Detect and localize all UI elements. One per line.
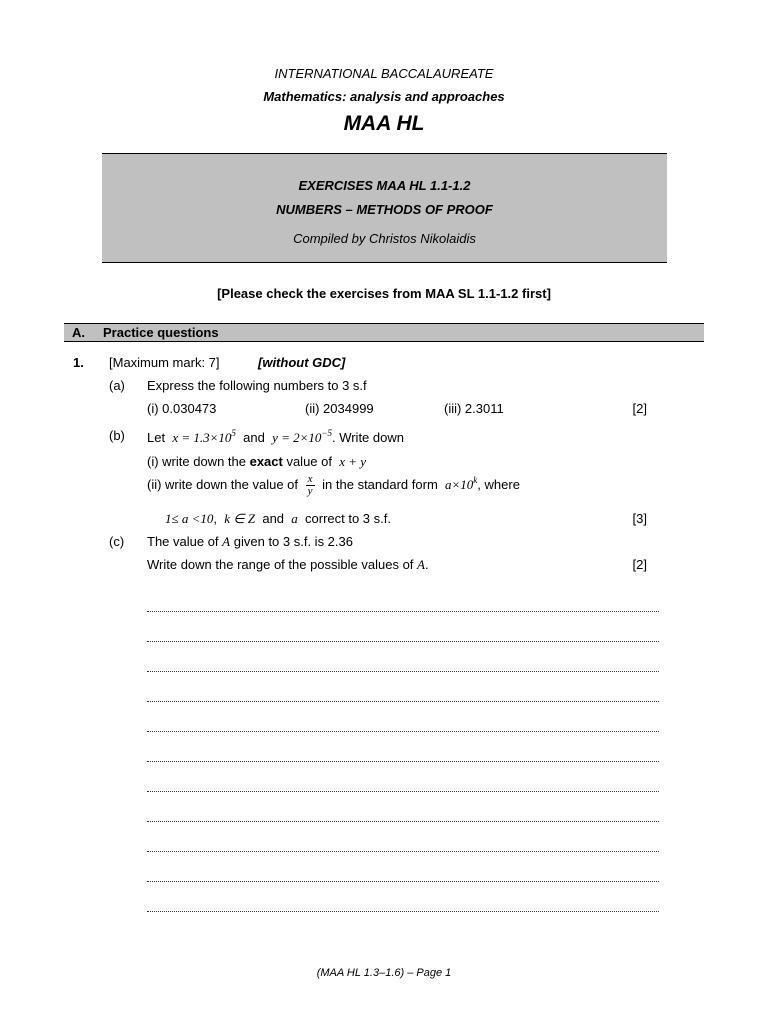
- exact-word: exact: [249, 454, 283, 469]
- standard-form-expression: $a\times 10^k$: [445, 474, 478, 492]
- question-number: 1.: [73, 355, 84, 370]
- part-a-mark: [2]: [632, 401, 647, 416]
- answer-line[interactable]: [147, 821, 659, 822]
- part-b-write-down: . Write down: [331, 430, 404, 445]
- page-footer: (MAA HL 1.3–1.6) – Page 1: [316, 967, 452, 979]
- answer-line[interactable]: [147, 911, 659, 912]
- gdc-note: [without GDC]: [258, 355, 346, 370]
- part-b-statement: [147, 428, 404, 446]
- part-a-text: Express the following numbers to 3 s.f: [147, 378, 367, 393]
- notice-text: [Please check the exercises from MAA SL 1.1-1.2 first]: [217, 286, 551, 301]
- institution-title: INTERNATIONAL BACCALAUREATE: [274, 66, 494, 81]
- y-expression: $y = 2\times 10^{-5}$: [272, 428, 332, 445]
- answer-line[interactable]: [147, 761, 659, 762]
- section-header: [64, 323, 704, 342]
- answer-line[interactable]: [147, 731, 659, 732]
- part-c-line1: The value of A given to 3 s.f. is 2.36: [147, 534, 353, 549]
- banner-exercises-title: EXERCISES MAA HL 1.1-1.2: [298, 178, 471, 193]
- answer-line[interactable]: [147, 851, 659, 852]
- part-a-item-ii: (ii) 2034999: [305, 401, 374, 416]
- part-b-and: and: [243, 430, 265, 445]
- part-b-item-i: (i) write down the exact value of x + y: [147, 454, 367, 469]
- banner-topic-title: NUMBERS – METHODS OF PROOF: [276, 202, 493, 217]
- answer-line[interactable]: [147, 791, 659, 792]
- part-a-label: (a): [109, 378, 125, 393]
- answer-line[interactable]: [147, 701, 659, 702]
- x-expression: $x = 1.3\times 10^5$: [172, 428, 236, 445]
- level-title: MAA HL: [343, 112, 425, 135]
- answer-line[interactable]: [147, 881, 659, 882]
- answer-line[interactable]: [147, 671, 659, 672]
- subject-title: Mathematics: analysis and approaches: [263, 89, 505, 104]
- answer-line[interactable]: [147, 641, 659, 642]
- part-b-let: Let: [147, 430, 166, 445]
- part-b-mark: [3]: [632, 511, 647, 526]
- part-b-conditions: 1≤ a <10, k ∈ Z and a correct to 3 s.f.: [165, 511, 391, 526]
- x-over-y-fraction: $\frac{x}{y}$: [307, 473, 313, 497]
- banner-author: Compiled by Christos Nikolaidis: [293, 231, 476, 246]
- part-b-item-ii: (ii) write down the value of $\frac{x}{y}$ in the standard form $a\times 10^k$, where: [147, 473, 520, 497]
- section-title: Practice questions: [103, 325, 219, 340]
- part-c-mark: [2]: [632, 557, 647, 572]
- title-banner: [102, 153, 667, 263]
- max-mark: [Maximum mark: 7]: [109, 355, 220, 370]
- part-b-label: (b): [109, 428, 125, 443]
- part-c-label: (c): [109, 534, 125, 549]
- part-c-line2: Write down the range of the possible values of A.: [147, 557, 429, 572]
- part-a-item-i: (i) 0.030473: [147, 401, 217, 416]
- section-letter: A.: [72, 325, 85, 340]
- answer-line[interactable]: [147, 611, 659, 612]
- part-a-item-iii: (iii) 2.3011: [444, 401, 504, 416]
- x-plus-y: x + y: [339, 454, 367, 469]
